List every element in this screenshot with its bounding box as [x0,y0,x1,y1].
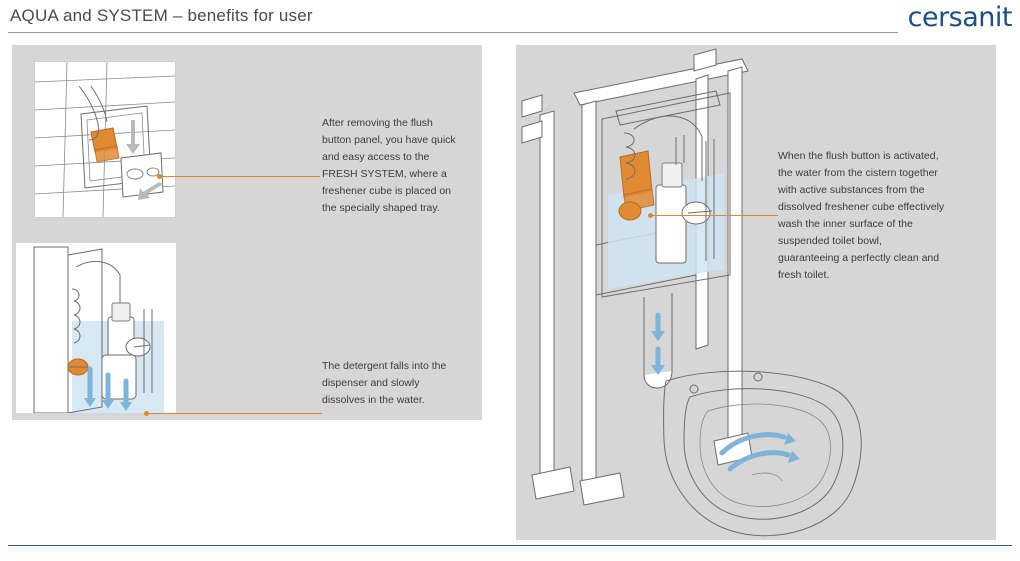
callout-flush-action: When the flush button is activated, the water from the cistern together with active substances from the dissolved freshener cube effectively wash the inner surface of the suspended toilet bowl, guaranteeing a perfectly clean and fresh toilet. [778,150,945,281]
page-title: AQUA and SYSTEM – benefits for user [10,6,313,25]
left-illustration-panel [12,45,482,420]
header-divider [8,32,898,33]
page-header [0,0,1020,36]
flush-panel-removal-drawing [35,62,175,217]
callout-flush-panel-access: After removing the flush button panel, you have quick and easy access to the FRESH SYSTEM, where a freshener cube is placed on the specially shaped tray. [322,117,456,214]
cistern-dispenser-drawing [16,243,176,413]
cistern-dispenser-figure [16,243,176,413]
right-illustration-panel [516,45,996,540]
brand-logo: cersanit [907,2,1012,33]
leader-line-3 [652,215,778,216]
callout-detergent-dispenser: The detergent falls into the dispenser and slowly dissolves in the water. [322,360,447,406]
footer-divider [8,545,1012,546]
toilet-frame-cutaway-drawing [516,45,996,540]
flush-panel-removal-figure [34,61,176,218]
leader-line-1 [160,176,320,177]
leader-line-2 [147,413,322,414]
